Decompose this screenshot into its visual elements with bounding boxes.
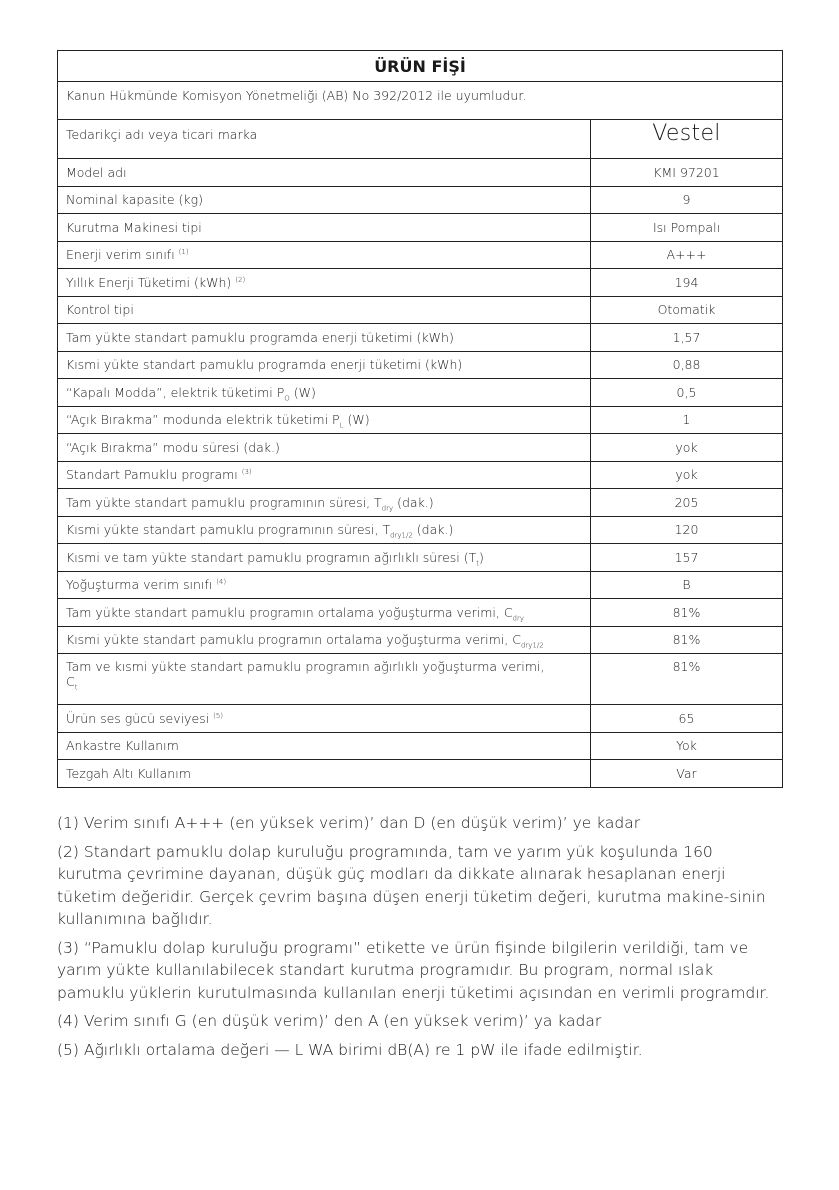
spec-label	[58, 379, 591, 407]
spec-value: 1,57	[591, 324, 783, 352]
spec-label-symbol: C	[66, 674, 75, 689]
spec-label-text: Kontrol tipi	[66, 302, 134, 318]
regulation-row	[58, 82, 783, 120]
spec-value: 65	[591, 705, 783, 733]
spec-row	[58, 214, 783, 242]
spec-row	[58, 732, 783, 760]
spec-value: yok	[591, 434, 783, 462]
spec-label	[58, 351, 591, 379]
spec-row	[58, 544, 783, 572]
spec-value: 1	[591, 406, 783, 434]
spec-label	[58, 626, 591, 654]
spec-value: B	[591, 571, 783, 599]
spec-label-text: “Açık Bırakma” modunda elektrik tüketimi P	[66, 412, 340, 428]
spec-label	[58, 241, 591, 269]
subscript: dry1/2	[390, 531, 413, 540]
spec-value: 9	[591, 186, 783, 214]
spec-label-text: Kısmi yükte standart pamuklu programın ortalama yoğuşturma verimi, C	[66, 632, 521, 648]
spec-value: 120	[591, 516, 783, 544]
spec-label	[58, 434, 591, 462]
spec-label-text: Kısmi ve tam yükte standart pamuklu programın ağırlıklı süresi (T	[66, 549, 477, 565]
spec-value: 194	[591, 269, 783, 297]
spec-label	[58, 705, 591, 733]
spec-value: KMI 97201	[591, 159, 783, 187]
spec-label-text: “Kapalı Modda”, elektrik tüketimi P	[66, 384, 285, 400]
product-fiche	[57, 50, 782, 788]
spec-row	[58, 516, 783, 544]
spec-label	[58, 186, 591, 214]
spec-row	[58, 186, 783, 214]
footnote-ref: (4)	[216, 578, 227, 587]
subscript: O	[284, 394, 290, 403]
spec-value: A+++	[591, 241, 783, 269]
spec-label	[58, 544, 591, 572]
spec-label	[58, 571, 591, 599]
spec-row	[58, 461, 783, 489]
spec-row	[58, 434, 783, 462]
spec-row	[58, 269, 783, 297]
spec-label-text: Kurutma Makinesi tipi	[66, 219, 202, 235]
product-fiche-table	[57, 50, 783, 788]
spec-row	[58, 489, 783, 517]
spec-label	[58, 324, 591, 352]
regulation-text: Kanun Hükmünde Komisyon Yönetmeliği (AB) No 392/2012 ile uyumludur.	[58, 82, 783, 120]
spec-value: yok	[591, 461, 783, 489]
spec-value: Yok	[591, 732, 783, 760]
spec-row	[58, 241, 783, 269]
unit-suffix: )	[479, 549, 484, 565]
footnote-ref: (3)	[241, 468, 252, 477]
spec-value: 81%	[591, 599, 783, 627]
spec-label	[58, 269, 591, 297]
spec-label-text: Yıllık Enerji Tüketimi (kWh)	[66, 274, 232, 290]
fiche-title: ÜRÜN FİŞİ	[58, 51, 783, 82]
spec-value: 157	[591, 544, 783, 572]
unit-suffix: (W)	[289, 384, 316, 400]
footnote-1: (1) Verim sınıfı A+++ (en yüksek verim)’ dan D (en düşük verim)’ ye kadar	[57, 814, 641, 832]
footnote-ref: (2)	[235, 275, 246, 284]
spec-row	[58, 599, 783, 627]
spec-row	[58, 351, 783, 379]
footnote-4: (4) Verim sınıfı G (en düşük verim)’ den A (en yüksek verim)’ ya kadar	[57, 1012, 602, 1030]
footnote-2: (2) Standart pamuklu dolap kuruluğu programında, tam ve yarım yük koşulunda 160 kurutma çevrimine dayanan, düşük güç modları da dikkate alınarak hesaplanan enerji tüketim değeridir. Gerçek çevrim başına düşen enerji tüketim değeri, kurutma makine-sinin kullanımına bağlıdır.	[57, 842, 766, 928]
spec-label-text: Model adı	[66, 164, 127, 180]
subscript: dry	[381, 504, 394, 513]
subscript: dry1/2	[520, 641, 544, 650]
unit-suffix: (dak.)	[412, 522, 454, 538]
spec-row	[58, 705, 783, 733]
spec-row	[58, 406, 783, 434]
subscript: t	[476, 559, 479, 568]
spec-label	[58, 732, 591, 760]
spec-label-text: Yoğuşturma verim sınıfı	[66, 577, 213, 593]
spec-row	[58, 324, 783, 352]
spec-label-text: “Açık Bırakma” modu süresi (dak.)	[66, 439, 280, 455]
spec-label	[58, 214, 591, 242]
spec-label-text: Kısmi yükte standart pamuklu programda enerji tüketimi (kWh)	[66, 357, 463, 373]
spec-value: Var	[591, 760, 783, 788]
spec-value: 0,5	[591, 379, 783, 407]
spec-label-text: Tam yükte standart pamuklu programın ortalama yoğuşturma verimi, C	[66, 604, 513, 620]
spec-label	[58, 516, 591, 544]
supplier-row	[58, 120, 783, 159]
spec-label-text: Tam yükte standart pamuklu programda enerji tüketimi (kWh)	[66, 329, 454, 345]
spec-value: Otomatik	[591, 296, 783, 324]
spec-label-text: Tam yükte standart pamuklu programının süresi, T	[66, 494, 382, 510]
spec-row	[58, 571, 783, 599]
spec-value: 81%	[591, 654, 783, 705]
spec-label	[58, 159, 591, 187]
spec-row	[58, 379, 783, 407]
spec-value: 205	[591, 489, 783, 517]
spec-label	[58, 296, 591, 324]
spec-label-text: Ankastre Kullanım	[66, 738, 179, 754]
spec-value: 81%	[591, 626, 783, 654]
supplier-value: Vestel	[591, 120, 783, 159]
spec-row	[58, 296, 783, 324]
spec-row	[58, 626, 783, 654]
spec-row-weighted-condensation	[58, 654, 783, 705]
footnote-ref: (1)	[178, 248, 189, 257]
spec-label-text: Nominal kapasite (kg)	[66, 192, 203, 208]
subscript: dry	[512, 614, 525, 623]
spec-label	[58, 760, 591, 788]
subscript: t	[74, 683, 78, 692]
spec-row	[58, 760, 783, 788]
spec-value: 0,88	[591, 351, 783, 379]
spec-label	[58, 406, 591, 434]
unit-suffix: (W)	[343, 412, 370, 428]
spec-label-text: Tezgah Altı Kullanım	[66, 765, 191, 781]
spec-label-text: Ürün ses gücü seviyesi	[66, 710, 210, 726]
spec-label-text: Kısmi yükte standart pamuklu programının süresi, T	[66, 522, 391, 538]
spec-label	[58, 654, 591, 705]
footnote-5: (5) Ağırlıklı ortalama değeri — L WA birimi dB(A) re 1 pW ile ifade edilmiştir.	[57, 1040, 643, 1059]
spec-label	[58, 599, 591, 627]
footnotes	[57, 812, 782, 1067]
subscript: L	[339, 421, 344, 430]
spec-label	[58, 461, 591, 489]
footnote-3: (3) “Pamuklu dolap kuruluğu programı” etikette ve ürün fişinde bilgilerin verildiği, tam ve yarım yükte kullanılabilecek standart kurutma programıdır. Bu program, normal ıslak pamuklu yüklerin kurutulmasında kullanılan enerji tüketimi açısından en verimli programdır.	[57, 938, 770, 1002]
spec-label-text: Standart Pamuklu programı	[66, 467, 238, 483]
spec-label-text: Tam ve kısmi yükte standart pamuklu programın ağırlıklı yoğuşturma verimi,	[66, 659, 545, 674]
spec-value: Isı Pompalı	[591, 214, 783, 242]
spec-label	[58, 489, 591, 517]
spec-label-text: Enerji verim sınıfı	[66, 247, 175, 263]
unit-suffix: (dak.)	[393, 494, 434, 510]
spec-row	[58, 159, 783, 187]
supplier-label: Tedarikçi adı veya ticari marka	[58, 120, 591, 159]
fiche-title-row	[58, 51, 783, 82]
footnote-ref: (5)	[213, 711, 224, 720]
